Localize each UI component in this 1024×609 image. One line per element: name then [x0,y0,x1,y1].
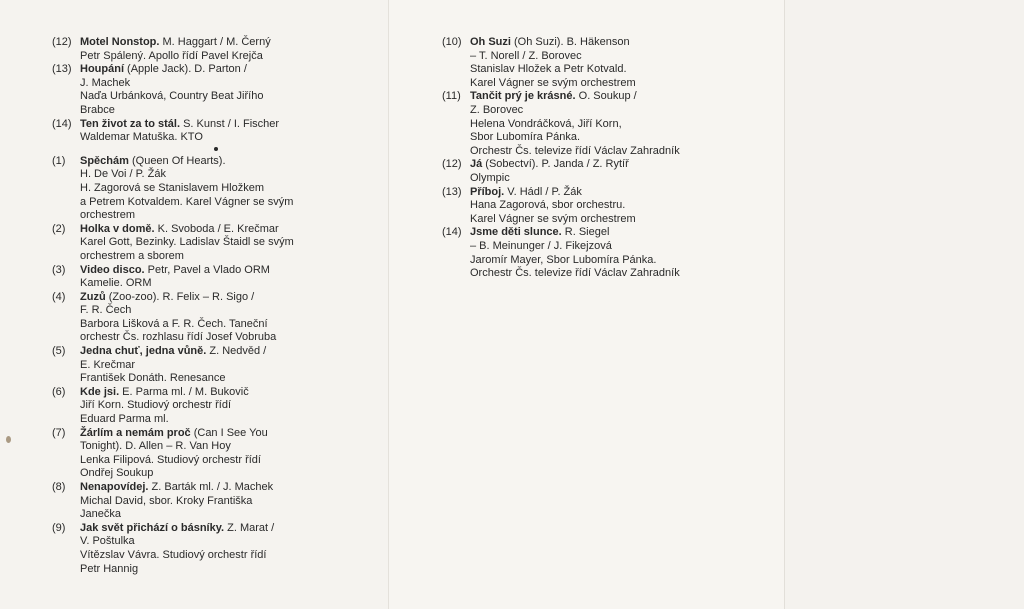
track-details [80,291,372,345]
track-title: Já [470,158,483,171]
track-credits: (Oh Suzi). B. Häkenson [510,36,630,48]
track-number: (2) [52,222,66,235]
right-panel [784,0,1024,609]
track-detail-line: Michal David, sbor. Kroky Františka [80,494,253,507]
track-title: Houpání [80,63,124,76]
middle-track-list [442,36,762,281]
track-entry [52,386,372,427]
track-details [80,155,372,223]
track-details [80,386,372,427]
track-heading [470,90,762,104]
track-credits: (Zoo-zoo). R. Felix – R. Sigo / [105,290,255,303]
track-entry [52,223,372,264]
track-heading [80,345,372,359]
track-detail-line: Eduard Parma ml. [80,413,169,426]
track-detail-line: E. Krečmar [80,358,136,371]
track-number: (4) [52,290,66,303]
track-heading [80,291,372,305]
track-detail-line: František Donáth. Renesance [80,372,226,385]
track-title: Žárlím a nemám proč [80,426,191,439]
track-detail-line: H. De Voi / P. Žák [80,168,167,181]
track-detail-line: Karel Gott, Bezinky. Ladislav Štaidl se svým [80,236,294,249]
track-credits: (Can I See You [190,426,268,439]
track-title: Zuzů [80,290,106,303]
track-entry [52,345,372,386]
track-number: (13) [442,185,462,198]
track-title: Jedna chuť, jedna vůně. [80,345,207,358]
track-number: (9) [52,521,66,534]
track-detail-line: Naďa Urbánková, Country Beat Jiřího [80,90,264,103]
track-entry [52,36,372,63]
track-credits: (Sobectví). P. Janda / Z. Rytíř [482,158,629,171]
track-number: (12) [52,36,72,48]
left-track-list [52,36,372,576]
track-number: (7) [52,426,66,439]
track-entry [442,186,762,227]
track-title: Video disco. [80,263,145,276]
track-detail-line: Waldemar Matuška. KTO [80,131,203,144]
track-entry [52,63,372,117]
track-title: Oh Suzi [470,36,511,48]
side-b-tracks-continued [442,36,762,281]
track-detail-line: Janečka [80,508,121,521]
ink-smudge [6,436,11,443]
track-details [470,226,762,280]
track-title: Tančit prý je krásné. [470,90,576,103]
track-entry [442,226,762,280]
track-title: Motel Nonstop. [80,36,160,48]
track-heading [80,223,372,237]
track-title: Spěchám [80,154,129,167]
track-entry [52,427,372,481]
track-detail-line: Hana Zagorová, sbor orchestru. [470,199,626,212]
track-details [80,118,372,145]
track-credits: Z. Barták ml. / J. Machek [148,481,274,493]
track-number: (6) [52,385,66,398]
track-credits: Z. Marat / [224,521,275,534]
track-number: (14) [52,117,72,130]
track-number: (11) [442,90,461,103]
track-detail-line: F. R. Čech [80,304,132,317]
track-entry [442,158,762,185]
track-title: Jsme děti slunce. [470,226,562,239]
track-number: (10) [442,36,462,48]
track-heading [80,386,372,400]
track-heading [80,264,372,278]
track-heading [470,226,762,240]
track-entry [52,481,372,522]
track-details [80,223,372,264]
track-title: Příboj. [470,185,505,198]
track-entry [52,291,372,345]
track-detail-line: a Petrem Kotvaldem. Karel Vágner se svým [80,195,294,208]
track-entry [52,155,372,223]
track-detail-line: Kamelie. ORM [80,277,152,290]
side-b-tracks [52,155,372,576]
track-detail-line: Jiří Korn. Studiový orchestr řídí [80,399,231,412]
track-detail-line: Barbora Lišková a F. R. Čech. Taneční [80,317,268,330]
track-detail-line: Karel Vágner se svým orchestrem [470,76,636,89]
track-heading [80,118,372,132]
track-detail-line: orchestrem a sborem [80,249,184,262]
track-detail-line: – B. Meinunger / J. Fikejzová [470,239,612,252]
track-detail-line: Orchestr Čs. televize řídí Václav Zahradník [470,144,680,157]
track-title: Ten život za to stál. [80,117,181,130]
track-details [80,481,372,522]
track-heading [470,158,762,172]
track-number: (3) [52,263,66,276]
track-details [80,522,372,576]
track-details [80,264,372,291]
track-detail-line: H. Zagorová se Stanislavem Hložkem [80,181,265,194]
track-detail-line: Stanislav Hložek a Petr Kotvald. [470,63,627,76]
track-credits: M. Haggart / M. Černý [159,36,271,48]
track-detail-line: – T. Norell / Z. Borovec [470,49,582,62]
track-title: Jak svět přichází o básníky. [80,521,225,534]
track-detail-line: Petr Hannig [80,562,139,575]
track-detail-line: Ondřej Soukup [80,467,154,480]
track-title: Nenapovídej. [80,481,149,493]
track-credits: O. Soukup / [575,90,637,103]
track-detail-line: Jaromír Mayer, Sbor Lubomíra Pánka. [470,253,657,266]
track-heading [470,36,762,50]
track-entry [442,36,762,90]
track-details [80,63,372,117]
side-a-tracks [52,36,372,145]
track-number: (14) [442,226,462,239]
track-number: (13) [52,63,72,76]
track-detail-line: Tonight). D. Allen – R. Van Hoy [80,440,231,453]
track-detail-line: Lenka Filipová. Studiový orchestr řídí [80,453,261,466]
track-details [80,427,372,481]
track-details [470,158,762,185]
track-heading [80,155,372,169]
track-detail-line: orchestr Čs. rozhlasu řídí Josef Vobruba [80,331,277,344]
track-details [80,36,372,63]
track-heading [80,427,372,441]
track-detail-line: Olympic [470,171,510,184]
track-credits: S. Kunst / I. Fischer [180,117,280,130]
track-number: (1) [52,154,66,167]
track-entry [52,522,372,576]
track-title: Kde jsi. [80,385,120,398]
track-detail-line: Petr Spálený. Apollo řídí Pavel Krejča [80,49,263,62]
track-details [80,345,372,386]
track-credits: (Apple Jack). D. Parton / [124,63,247,76]
track-number: (5) [52,345,66,358]
track-detail-line: Vítězslav Vávra. Studiový orchestr řídí [80,548,267,561]
track-detail-line: Z. Borovec [470,103,524,116]
track-entry [52,264,372,291]
track-detail-line: Sbor Lubomíra Pánka. [470,131,581,144]
track-credits: K. Svoboda / E. Krečmar [154,222,279,235]
track-credits: E. Parma ml. / M. Bukovič [119,385,249,398]
track-number: (8) [52,481,66,493]
track-entry [52,118,372,145]
track-heading [80,522,372,536]
track-detail-line: V. Poštulka [80,535,135,548]
track-number: (12) [442,158,462,171]
track-detail-line: Orchestr Čs. televize řídí Václav Zahradník [470,267,680,280]
track-detail-line: Helena Vondráčková, Jiří Korn, [470,117,622,130]
separator-dot [214,147,218,151]
track-credits: Petr, Pavel a Vlado ORM [144,263,270,276]
track-heading [80,481,372,495]
track-detail-line: J. Machek [80,76,131,89]
track-title: Holka v domě. [80,222,155,235]
track-detail-line: Brabce [80,103,115,116]
track-credits: Z. Nedvěd / [206,345,267,358]
track-detail-line: Karel Vágner se svým orchestrem [470,212,636,225]
track-entry [442,90,762,158]
track-details [470,90,762,158]
track-details [470,186,762,227]
track-heading [80,63,372,77]
track-heading [80,36,372,50]
track-detail-line: orchestrem [80,209,136,222]
track-credits: V. Hádl / P. Žák [504,185,582,198]
track-credits: R. Siegel [561,226,610,239]
track-credits: (Queen Of Hearts). [128,154,226,167]
track-heading [470,186,762,200]
track-details [470,36,762,90]
